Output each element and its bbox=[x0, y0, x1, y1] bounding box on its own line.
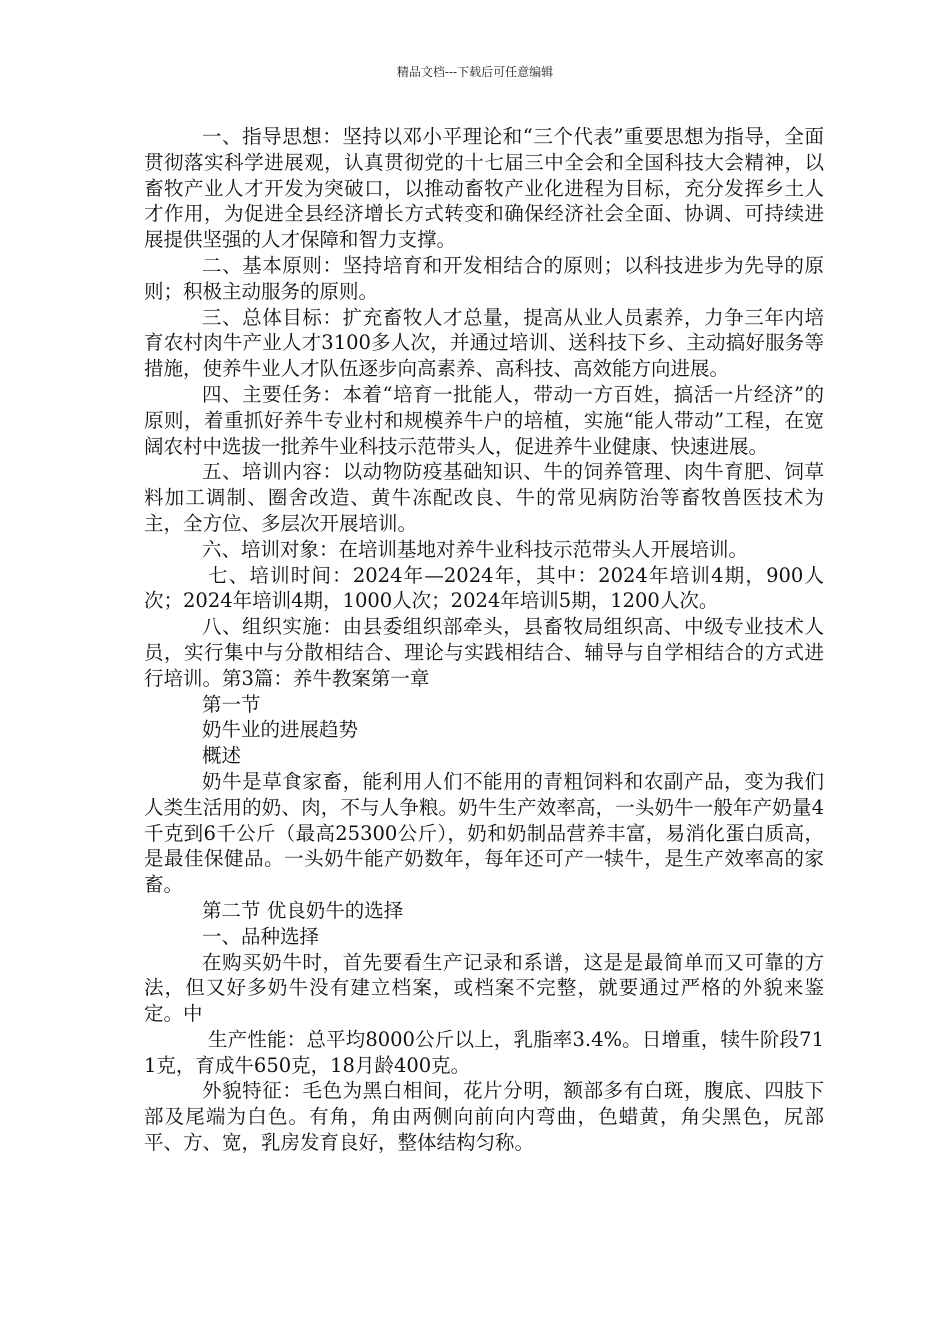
paragraph-appearance: 外貌特征：毛色为黑白相间，花片分明，额部多有白斑，腹底、四肢下部及尾端为白色。有角，角由两侧向前向内弯曲，色蜡黄，角尖黑色，尻部平、方、宽，乳房发育良好，整体结构匀称。 bbox=[144, 1079, 824, 1155]
paragraph-production-performance: 生产性能：总平均8000公斤以上，乳脂率3.4%。日增重，犊牛阶段711克，育成牛650克，18月龄400克。 bbox=[144, 1027, 824, 1077]
page-header: 精品文档---下载后可任意编辑 bbox=[396, 65, 554, 79]
subheading-breed-selection: 一、品种选择 bbox=[202, 924, 320, 948]
paragraph-basic-principles: 二、基本原则：坚持培育和开发相结合的原则；以科技进步为先导的原则；积极主动服务的原则。 bbox=[144, 253, 824, 303]
paragraph-organization: 八、组织实施：由县委组织部牵头，县畜牧局组织高、中级专业技术人员，实行集中与分散相结合、理论与实践相结合、辅导与自学相结合的方式进行培训。第3篇：养牛教案第一章 bbox=[144, 615, 824, 690]
paragraph-training-time: 七、培训时间：2024年—2024年，其中：2024年培训4期，900人次；2024年培训4期，1000人次；2024年培训5期，1200人次。 bbox=[144, 563, 824, 613]
section-heading-second: 第二节 优良奶牛的选择 bbox=[202, 898, 404, 922]
document-body bbox=[144, 124, 824, 1156]
paragraph-overall-goal: 三、总体目标：扩充畜牧人才总量，提高从业人员素养，力争三年内培育农村肉牛产业人才3100多人次，并通过培训、送科技下乡、主动搞好服务等措施，使养牛业人才队伍逐步向高素养、高科技、高效能方向进展。 bbox=[144, 305, 824, 381]
subheading-overview: 概述 bbox=[202, 744, 242, 768]
paragraph-training-content: 五、培训内容：以动物防疫基础知识、牛的饲养管理、肉牛育肥、饲草料加工调制、圈舍改造、黄牛冻配改良、牛的常见病防治等畜牧兽医技术为主，全方位、多层次开展培训。 bbox=[144, 460, 824, 535]
paragraph-dairy-overview: 奶牛是草食家畜，能利用人们不能用的青粗饲料和农副产品，变为我们人类生活用的奶、肉，不与人争粮。奶牛生产效率高，一头奶牛一般年产奶量4千克到6千公斤（最高25300公斤），奶和奶制品营养丰富，易消化蛋白质高，是最佳保健品。一头奶牛能产奶数年，每年还可产一犊牛，是生产效率高的家畜。 bbox=[144, 769, 824, 897]
section-title-trend: 奶牛业的进展趋势 bbox=[202, 718, 359, 742]
paragraph-guiding-ideology: 一、指导思想：坚持以邓小平理论和“三个代表”重要思想为指导，全面贯彻落实科学进展观，认真贯彻党的十七届三中全会和全国科技大会精神，以畜牧产业人才开发为突破口，以推动畜牧产业化进程为目标，充分发挥乡土人才作用，为促进全县经济增长方式转变和确保经济社会全面、协调、可持续进展提供坚强的人才保障和智力支撑。 bbox=[144, 125, 824, 252]
paragraph-main-tasks: 四、主要任务：本着“培育一批能人，带动一方百姓，搞活一片经济”的原则，着重抓好养牛专业村和规模养牛户的培植，实施“能人带动”工程，在宽阔农村中选拔一批养牛业科技示范带头人，促进养牛业健康、快速进展。 bbox=[144, 382, 824, 458]
paragraph-purchase-advice: 在购买奶牛时，首先要看生产记录和系谱，这是是最简单而又可靠的方法，但又好多奶牛没有建立档案，或档案不完整，就要通过严格的外貌来鉴定。中 bbox=[144, 950, 824, 1026]
paragraph-training-targets: 六、培训对象：在培训基地对养牛业科技示范带头人开展培训。 bbox=[202, 537, 749, 561]
section-heading-first: 第一节 bbox=[202, 692, 261, 716]
